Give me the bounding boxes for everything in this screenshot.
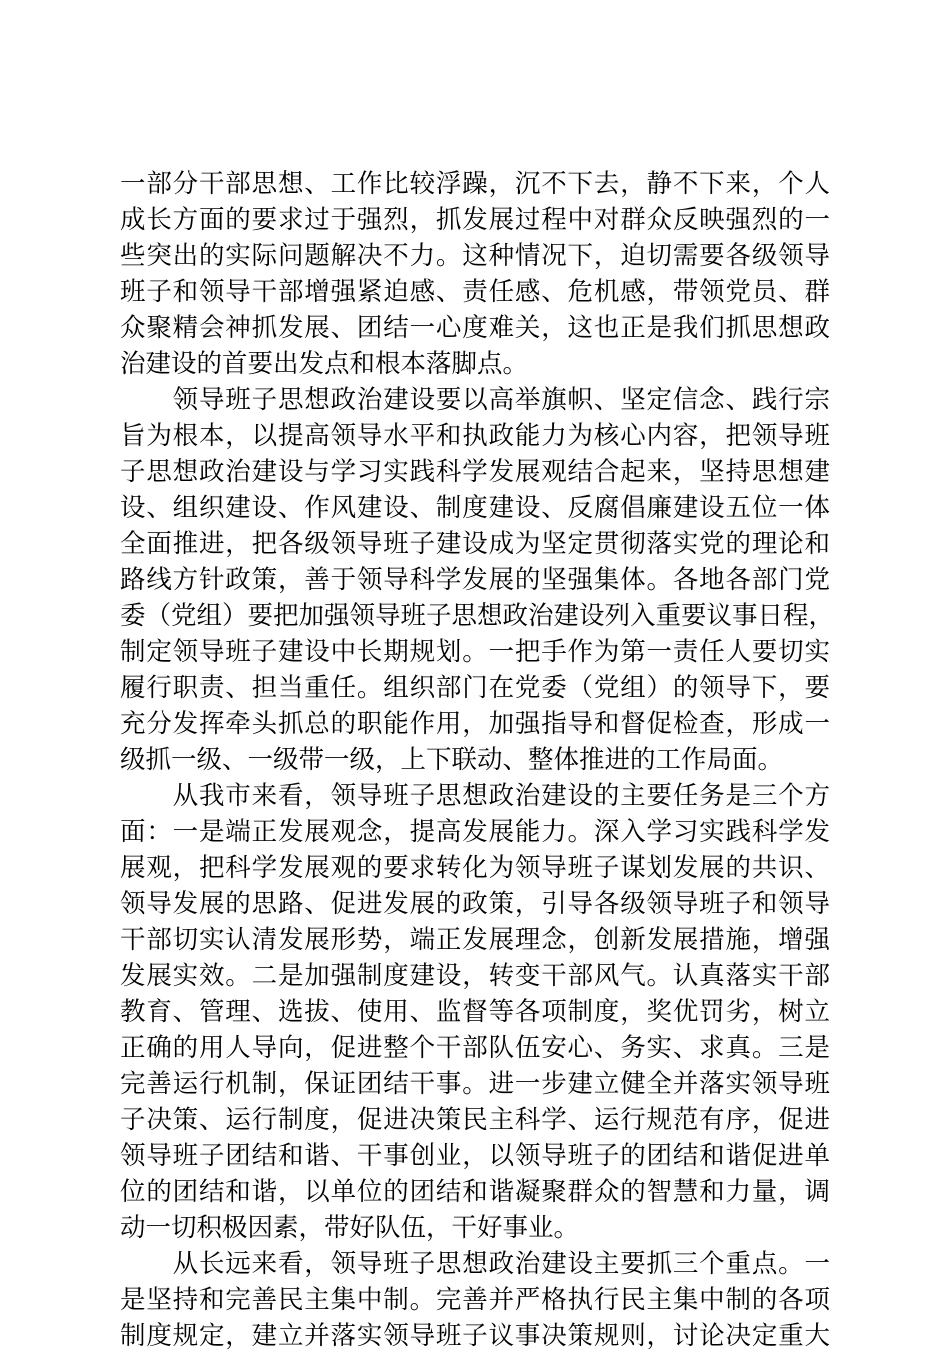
text-line: 级抓一级、一级带一级，上下联动、整体推进的工作局面。 <box>120 745 784 775</box>
text-line: 委（党组）要把加强领导班子思想政治建设列入重要议事日程， <box>120 601 835 631</box>
text-line: 众聚精会神抓发展、团结一心度难关，这也正是我们抓思想政 <box>120 313 830 343</box>
text-line: 从我市来看，领导班子思想政治建设的主要任务是三个方 <box>120 781 830 811</box>
text-line: 治建设的首要出发点和根本落脚点。 <box>120 349 529 379</box>
text-line: 设、组织建设、作风建设、制度建设、反腐倡廉建设五位一体 <box>120 493 830 523</box>
text-line: 领导发展的思路、促进发展的政策，引导各级领导班子和领导 <box>120 889 830 919</box>
text-line: 子决策、运行制度，促进决策民主科学、运行规范有序，促进 <box>120 1105 830 1135</box>
text-line: 领导班子思想政治建设要以高举旗帜、坚定信念、践行宗 <box>120 385 830 415</box>
text-line: 从长远来看，领导班子思想政治建设主要抓三个重点。一 <box>120 1249 830 1279</box>
text-line: 展观，把科学发展观的要求转化为领导班子谋划发展的共识、 <box>120 853 830 883</box>
text-line: 动一切积极因素，带好队伍，干好事业。 <box>120 1213 580 1243</box>
text-line: 正确的用人导向，促进整个干部队伍安心、务实、求真。三是 <box>120 1033 830 1063</box>
text-line: 领导班子团结和谐、干事创业，以领导班子的团结和谐促进单 <box>120 1141 830 1171</box>
text-line: 班子和领导干部增强紧迫感、责任感、危机感，带领党员、群 <box>120 277 830 307</box>
text-line: 制度规定，建立并落实领导班子议事决策规则，讨论决定重大 <box>120 1321 830 1351</box>
text-line: 充分发挥牵头抓总的职能作用，加强指导和督促检查，形成一 <box>120 709 830 739</box>
text-line: 发展实效。二是加强制度建设，转变干部风气。认真落实干部 <box>120 961 830 991</box>
text-line: 些突出的实际问题解决不力。这种情况下，迫切需要各级领导 <box>120 241 830 271</box>
text-line: 制定领导班子建设中长期规划。一把手作为第一责任人要切实 <box>120 637 830 667</box>
text-line: 路线方针政策，善于领导科学发展的坚强集体。各地各部门党 <box>120 565 830 595</box>
text-line: 是坚持和完善民主集中制。完善并严格执行民主集中制的各项 <box>120 1285 830 1315</box>
text-line: 一部分干部思想、工作比较浮躁，沉不下去，静不下来，个人 <box>120 169 830 199</box>
text-line: 位的团结和谐，以单位的团结和谐凝聚群众的智慧和力量，调 <box>120 1177 830 1207</box>
text-line: 旨为根本，以提高领导水平和执政能力为核心内容，把领导班 <box>120 421 830 451</box>
text-line: 成长方面的要求过于强烈，抓发展过程中对群众反映强烈的一 <box>120 205 830 235</box>
text-line: 教育、管理、选拔、使用、监督等各项制度，奖优罚劣，树立 <box>120 997 830 1027</box>
text-line: 面：一是端正发展观念，提高发展能力。深入学习实践科学发 <box>120 817 830 847</box>
text-line: 子思想政治建设与学习实践科学发展观结合起来，坚持思想建 <box>120 457 830 487</box>
text-line: 履行职责、担当重任。组织部门在党委（党组）的领导下，要 <box>120 673 830 703</box>
text-line: 完善运行机制，保证团结干事。进一步建立健全并落实领导班 <box>120 1069 830 1099</box>
text-line: 全面推进，把各级领导班子建设成为坚定贯彻落实党的理论和 <box>120 529 830 559</box>
text-line: 干部切实认清发展形势，端正发展理念，创新发展措施，增强 <box>120 925 830 955</box>
